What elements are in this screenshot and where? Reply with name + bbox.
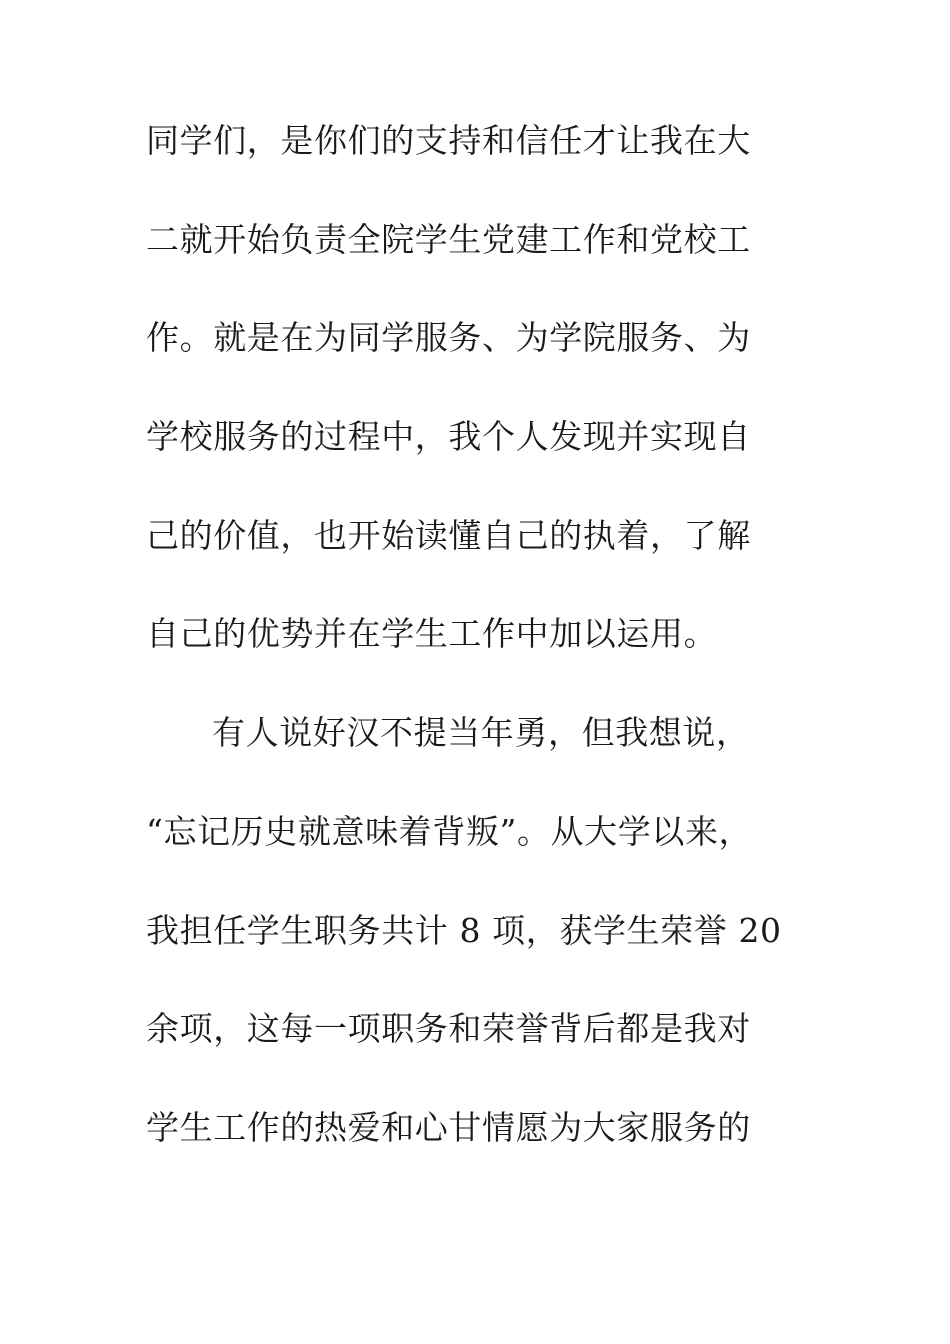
text-line: 学校服务的过程中，我个人发现并实现自 [146,417,751,457]
text-line: 自己的优势并在学生工作中加以运用。 [146,614,718,654]
text-line: “忘记历史就意味着背叛”。从大学以来， [146,811,753,851]
text-line: 二就开始负责全院学生党建工作和党校工 [146,219,751,259]
text-line: 同学们，是你们的支持和信任才让我在大 [146,121,751,160]
text-line: 己的价值，也开始读懂自己的执着，了解 [146,515,751,555]
text-line: 我担任学生职务共计 8 项，获学生荣誉 20 [146,910,782,950]
body-text [146,121,826,1210]
text-line: 余项，这每一项职务和荣誉背后都是我对 [146,1009,751,1049]
text-line: 作。就是在为同学服务、为学院服务、为 [146,318,751,358]
text-line: 学生工作的热爱和心甘情愿为大家服务的 [146,1107,751,1147]
paragraph-start-line: 有人说好汉不提当年勇，但我想说， [212,713,750,753]
